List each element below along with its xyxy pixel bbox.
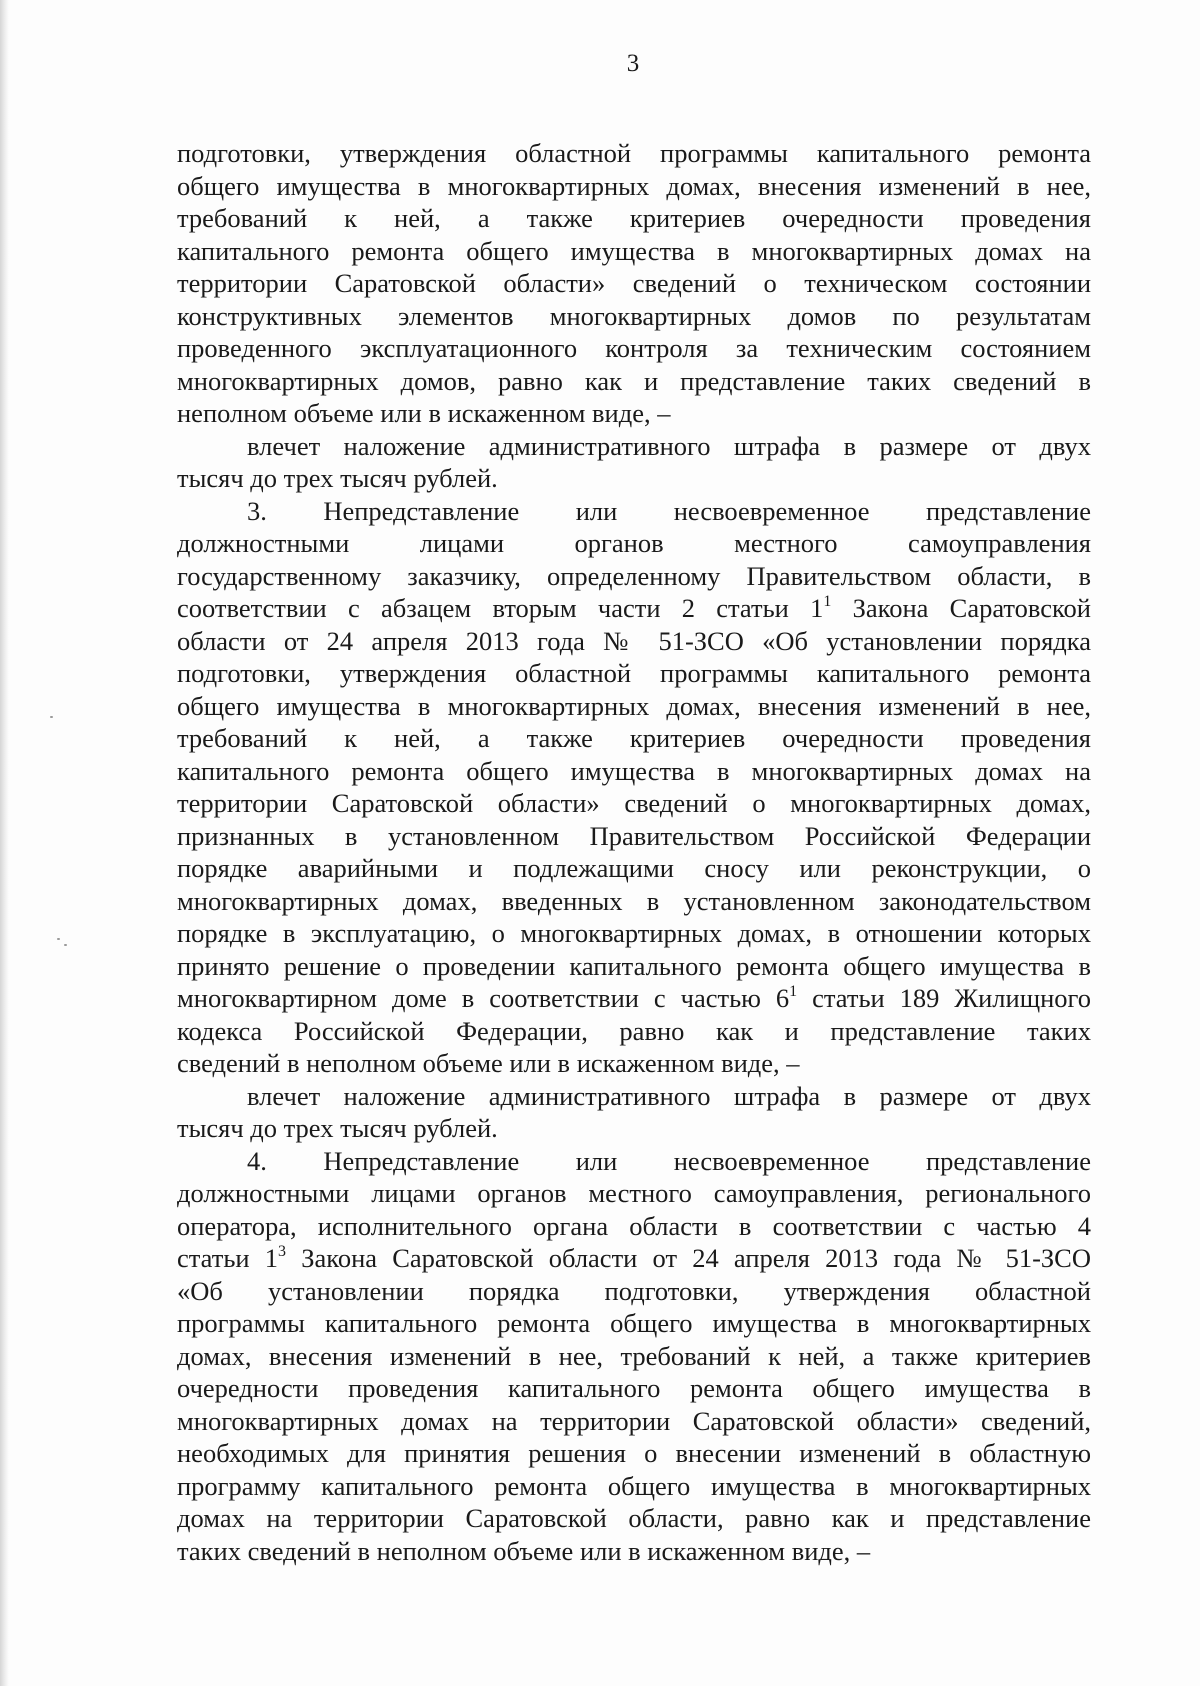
text-line <box>177 1145 1091 1178</box>
text-line <box>177 1210 1091 1243</box>
text-segment: Закона Саратовской <box>831 593 1091 623</box>
text-line <box>177 1502 1091 1535</box>
text-line <box>177 430 1091 463</box>
text-line <box>177 1437 1091 1470</box>
text-segment: порядке аварийными и подлежащими сносу или реконструкции, о <box>177 853 1091 883</box>
text-segment: 4. Непредставление или несвоевременное представление <box>247 1145 1091 1176</box>
text-segment: необходимых для принятия решения о внесении изменений в областную <box>177 1438 1091 1468</box>
text-segment: общего имущества в многоквартирных домах, внесения изменений в нее, <box>177 690 1091 721</box>
text-line <box>177 885 1091 918</box>
scan-speck <box>64 944 67 946</box>
text-segment: территории Саратовской области» сведений о многоквартирных домах, <box>177 788 1091 818</box>
text-segment: 3. Непредставление или несвоевременное представление <box>247 495 1091 526</box>
document-body <box>177 137 1091 1567</box>
text-line <box>177 202 1091 235</box>
text-segment: признанных в установленном Правительством Российской Федерации <box>177 820 1091 851</box>
text-line <box>177 1470 1091 1503</box>
text-segment: программы капитального ремонта общего имущества в многоквартирных <box>177 1308 1091 1338</box>
text-line <box>177 1242 1091 1275</box>
text-segment: капитального ремонта общего имущества в многоквартирных домах на <box>177 235 1091 266</box>
text-segment: Закона Саратовской области от 24 апреля 2013 года № 51-ЗСО <box>286 1243 1091 1273</box>
text-segment: должностными лицами органов местного самоуправления, регионального <box>177 1178 1091 1208</box>
text-line <box>177 787 1091 820</box>
text-line <box>177 527 1091 560</box>
text-segment: общего имущества в многоквартирных домах, внесения изменений в нее, <box>177 170 1091 201</box>
superscript-index: 1 <box>789 983 798 1000</box>
text-line <box>177 625 1091 658</box>
text-segment: области от 24 апреля 2013 года № 51-ЗСО «Об установлении порядка <box>177 625 1091 656</box>
text-segment: территории Саратовской области» сведений о техническом состоянии <box>177 268 1091 298</box>
text-line <box>177 950 1091 983</box>
superscript-index: 1 <box>823 593 832 610</box>
text-line <box>177 1177 1091 1210</box>
text-line <box>177 1405 1091 1438</box>
text-line <box>177 267 1091 300</box>
text-line <box>177 462 1091 495</box>
text-line <box>177 495 1091 528</box>
text-segment: капитального ремонта общего имущества в многоквартирных домах на <box>177 755 1091 786</box>
text-line <box>177 1112 1091 1145</box>
text-line <box>177 657 1091 690</box>
text-line <box>177 1047 1091 1080</box>
scan-speck <box>50 716 53 718</box>
text-segment: тысяч до трех тысяч рублей. <box>177 463 498 493</box>
text-segment: проведенного эксплуатационного контроля за техническим состоянием <box>177 333 1091 363</box>
text-segment: домах на территории Саратовской области, равно как и представление <box>177 1503 1091 1533</box>
text-line <box>177 917 1091 950</box>
text-segment: требований к ней, а также критериев очередности проведения <box>177 723 1091 753</box>
text-line <box>177 1340 1091 1373</box>
text-segment: статьи 1 <box>177 1243 279 1273</box>
text-segment: конструктивных элементов многоквартирных домов по результатам <box>177 300 1091 331</box>
text-line <box>177 982 1091 1015</box>
text-segment: программу капитального ремонта общего имущества в многоквартирных <box>177 1470 1091 1501</box>
text-segment: домах, внесения изменений в нее, требований к ней, а также критериев <box>177 1340 1091 1371</box>
text-line <box>177 137 1091 170</box>
text-line <box>177 755 1091 788</box>
text-segment: многоквартирном доме в соответствии с частью 6 <box>177 983 790 1013</box>
text-line <box>177 235 1091 268</box>
text-segment: влечет наложение административного штрафа в размере от двух <box>247 430 1091 461</box>
text-line <box>177 1372 1091 1405</box>
text-segment: очередности проведения капитального ремонта общего имущества в <box>177 1373 1091 1403</box>
page-number: 3 <box>626 50 640 77</box>
text-line <box>177 397 1091 430</box>
text-segment: принято решение о проведении капитального ремонта общего имущества в <box>177 950 1091 981</box>
text-segment: «Об установлении порядка подготовки, утверждения областной <box>177 1275 1091 1306</box>
text-line <box>177 1080 1091 1113</box>
text-line <box>177 170 1091 203</box>
superscript-index: 3 <box>278 1243 287 1260</box>
text-segment: подготовки, утверждения областной программы капитального ремонта <box>177 658 1091 688</box>
text-line <box>177 722 1091 755</box>
text-line <box>177 1275 1091 1308</box>
text-segment: тысяч до трех тысяч рублей. <box>177 1113 498 1143</box>
text-segment: таких сведений в неполном объеме или в искаженном виде, – <box>177 1535 871 1566</box>
text-segment: кодекса Российской Федерации, равно как и представление таких <box>177 1015 1091 1046</box>
text-line <box>177 365 1091 398</box>
text-segment: многоквартирных домах, введенных в установленном законодательством <box>177 885 1091 916</box>
text-segment: влечет наложение административного штрафа в размере от двух <box>247 1080 1091 1111</box>
text-line <box>177 1307 1091 1340</box>
text-segment: порядке в эксплуатацию, о многоквартирных домах, в отношении которых <box>177 918 1091 948</box>
text-line <box>177 690 1091 723</box>
text-line <box>177 1535 1091 1568</box>
text-line <box>177 820 1091 853</box>
text-segment: соответствии с абзацем вторым части 2 статьи 1 <box>177 593 824 623</box>
text-segment: сведений в неполном объеме или в искаженном виде, – <box>177 1048 800 1078</box>
text-segment: многоквартирных домах на территории Саратовской области» сведений, <box>177 1405 1091 1436</box>
text-segment: требований к ней, а также критериев очередности проведения <box>177 203 1091 233</box>
text-segment: статьи 189 Жилищного <box>797 983 1091 1013</box>
scan-edge-shadow <box>0 0 9 1686</box>
text-line <box>177 1015 1091 1048</box>
text-line <box>177 332 1091 365</box>
scan-speck <box>57 938 60 940</box>
text-segment: многоквартирных домов, равно как и представление таких сведений в <box>177 365 1091 396</box>
text-line <box>177 560 1091 593</box>
text-segment: подготовки, утверждения областной программы капитального ремонта <box>177 138 1091 168</box>
text-line <box>177 592 1091 625</box>
text-segment: государственному заказчику, определенному Правительством области, в <box>177 560 1091 591</box>
text-segment: должностными лицами органов местного самоуправления <box>177 528 1091 558</box>
text-line <box>177 300 1091 333</box>
text-line <box>177 852 1091 885</box>
text-segment: оператора, исполнительного органа области в соответствии с частью 4 <box>177 1210 1091 1241</box>
text-segment: неполном объеме или в искаженном виде, – <box>177 398 671 428</box>
